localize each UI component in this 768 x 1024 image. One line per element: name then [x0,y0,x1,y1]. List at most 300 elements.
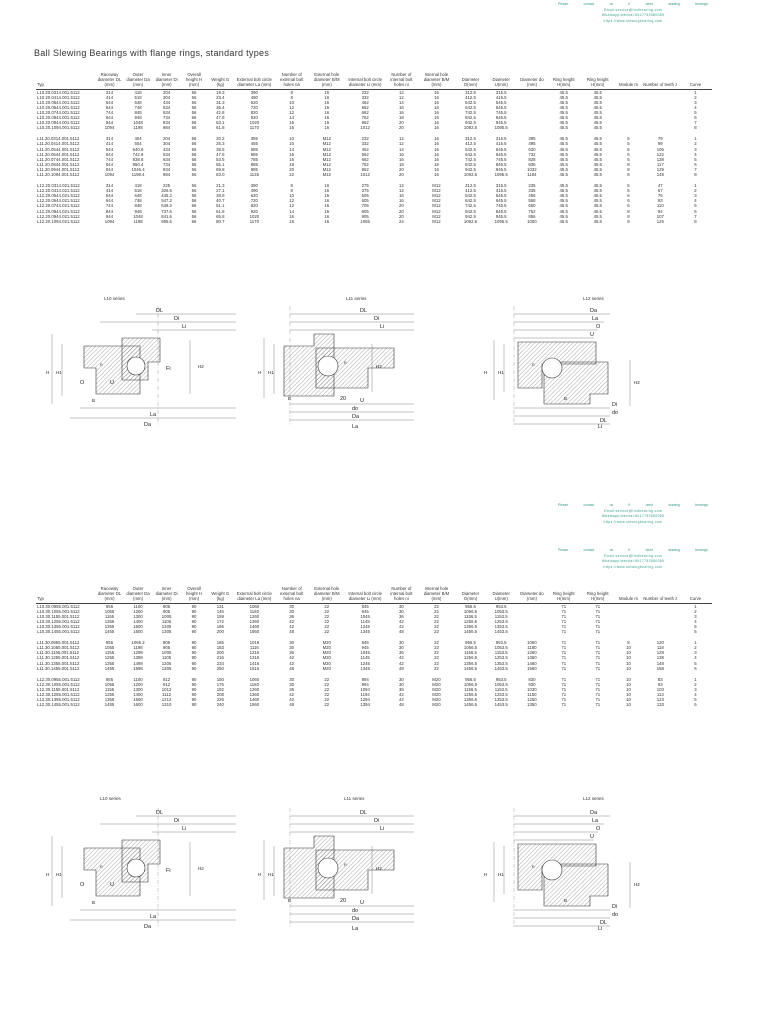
table-cell: 45.5 [593,198,602,204]
table-cell: 12 [289,203,295,209]
table-cell: 16 [289,156,295,162]
table-cell: 6 [627,198,630,204]
table-cell: 518 [134,188,142,194]
table-cell: 16 [324,104,330,110]
table-cell: 47.8 [216,115,225,121]
table-cell: 16 [434,99,439,105]
table-cell: 90 [191,686,197,692]
dimension-label: B [288,898,292,903]
dimension-label: DL [360,810,368,816]
table-cell: 953.5 [495,603,507,609]
table-cell: 56 [191,172,197,178]
dimension-label: U [590,332,594,338]
table-cell: 12 [398,183,404,189]
dimension-label: H [484,370,488,375]
dimension-label: Li [182,324,187,330]
table-cell: 10 [626,665,631,671]
table-cell: 1 [694,89,697,95]
table-cell: 414 [105,141,114,147]
table-cell: L10.20.1094.001.5112 [37,125,80,131]
column-header: Number of teeth z [643,596,678,602]
table-cell: 936 [528,161,536,167]
table-cell: 945.5 [495,166,507,172]
table-cell: 5 [694,697,697,703]
table-cell: 984 [162,172,171,178]
table-cell: 462 [361,99,369,105]
table-cell: 56 [191,161,197,167]
table-cell: 1353.5 [494,623,508,629]
table-cell: 30 [398,676,404,682]
table-cell: 36 [398,686,404,692]
table-cell: 1460 [249,697,260,703]
table-cell: 456 [528,193,536,199]
contact-word: Please [558,548,569,552]
column-header: Ring height H(mm) [586,591,609,602]
table-cell: 1094 [104,125,115,131]
table-cell: 71 [561,613,567,619]
table-cell: 742.5 [465,203,476,209]
dimension-label: O [80,882,85,888]
dimension-label: Li [598,424,603,430]
table-cell: 56 [191,104,197,110]
table-cell: 605 [361,198,369,204]
table-cell: 744 [105,156,114,162]
table-cell: 65.8 [216,213,225,219]
table-cell: 12 [289,109,295,115]
table-cell: 16 [434,156,439,162]
table-cell: 12 [398,188,404,194]
table-cell: 848 [134,109,142,115]
table-cell: 71 [595,603,601,609]
table-cell: 90 [191,640,197,646]
column-header: Diameter O(mm) [461,77,480,88]
table-cell: 1095.5 [494,125,508,131]
table-cell: L10.20.0314.001.5112 [37,89,80,95]
dimension-label: Li [598,926,603,932]
table-cell: 945.5 [495,120,507,126]
contact-website: https://www.slewingbearing.com [603,18,663,23]
table-cell: 1160 [249,681,259,687]
series-label-l10: L10 series [104,296,125,301]
column-header: External hole diameter B/M (mm) [313,72,340,88]
table-cell: 842.5 [465,115,476,121]
table-cell: M12 [322,172,331,178]
column-header: Number of external bolt holes na [279,72,304,88]
table-cell: 1012 [360,125,370,131]
column-header: Inner diameter Di (mm) [155,72,178,88]
table-cell: 1353.5 [494,660,508,666]
table-cell: L12.20.0744.021.5112 [37,203,80,209]
table-cell: 45.5 [593,141,602,147]
table-cell: 1560 [249,702,260,708]
table-cell: 10 [626,702,631,708]
table-cell: 845 [361,603,369,609]
table-cell: 1030 [527,686,537,692]
table-cell: 8 [290,89,293,95]
table-cell: 414 [105,94,114,100]
table-cell: 183 [216,645,224,651]
contact-word: if [628,503,631,507]
table-cell: 105 [656,146,664,152]
table-cell: 1256.5 [463,692,478,698]
table-cell: 16 [289,213,295,219]
table-cell: 434 [162,99,171,105]
table-cell: 1055 [104,608,115,614]
table-cell: 1184 [527,172,537,178]
table-cell: 240 [216,702,224,708]
dimension-label: B [92,398,96,403]
table-cell: L12.20.0944.021.5112 [37,213,80,219]
table-cell: 71 [561,676,567,682]
table-cell: 45.5 [559,109,568,115]
table-cell: 1045 [360,613,370,619]
table-cell: 542.5 [465,146,476,152]
table-cell: 71 [595,655,601,661]
table-cell: 56 [191,208,197,214]
table-cell: 45.5 [559,115,568,121]
table-cell: 945 [361,645,369,651]
table-cell: 24 [398,218,404,224]
dimension-label: H1 [268,872,274,877]
table-cell: M12 [432,188,441,194]
table-cell: M12 [322,166,331,172]
table-cell: 434 [162,146,171,152]
table-cell: 45.5 [559,183,568,189]
table-cell: 950.4 [132,161,144,167]
table-cell: 1012 [161,686,172,692]
table-cell: 71 [595,618,601,624]
table-cell: 22 [434,613,439,619]
table-cell: 56 [191,94,197,100]
table-cell: 45.5 [559,89,568,95]
table-cell: 1294 [360,697,370,703]
dimension-label: n [344,360,347,365]
table-cell: 45.5 [593,109,602,115]
table-cell: M12 [432,198,441,204]
table-cell: 71 [595,645,601,651]
table-cell: M12 [322,156,331,162]
table-cell: 953.5 [495,676,507,682]
table-cell: 1198 [133,218,143,224]
table-cell: 685 [250,151,258,157]
contact-website: https://www.slewingbearing.com [603,564,663,569]
table-cell: 45.5 [559,141,568,147]
table-cell: 71 [561,623,567,629]
table-cell: 6 [627,151,630,157]
table-cell: 1250 [527,697,537,703]
table-cell: 1150 [527,692,537,698]
table-cell: 2 [694,188,697,194]
table-cell: 56 [191,193,197,199]
table-cell: 118 [656,645,664,651]
table-cell: 1400 [133,618,143,624]
table-cell: 16 [324,109,330,115]
table-cell: 762 [361,161,369,167]
table-cell: 1094 [104,218,115,224]
table-cell: 18 [398,161,404,167]
table-cell: 662 [361,109,369,115]
table-cell: 944 [105,166,114,172]
table-cell: M12 [322,136,331,142]
table-cell: 45.5 [593,193,602,199]
table-cell: 56 [191,141,197,147]
table-cell: 1455 [104,702,115,708]
table-cell: 22 [324,676,330,682]
dimension-label: H1 [56,872,62,877]
ball-element [542,358,562,378]
table-cell: 5 [627,183,630,189]
table-cell: 640.8 [132,146,144,152]
table-cell: 412.5 [465,94,476,100]
table-cell: 56 [191,146,197,152]
table-cell: 1360 [527,655,537,661]
table-cell: 71 [561,697,567,703]
table-cell: 905 [162,645,171,651]
dimension-label: Li [380,826,385,832]
table-cell: 1598 [133,665,143,671]
table-cell: 90 [191,697,197,703]
column-header: Internal hole diameter B/M (mm) [423,72,450,88]
table-cell: 45.5 [559,156,568,162]
table-cell: 838.8 [132,156,144,162]
table-cell: M20 [322,665,331,671]
table-cell: 71 [595,692,601,698]
table-cell: 42 [289,660,295,666]
table-cell: 4 [694,618,697,624]
column-header: Number of internal bolt holes ni [390,72,413,88]
table-cell: L12.30.1055.001.5112 [37,681,80,687]
table-cell: L11.30.0955.001.5112 [37,640,80,646]
table-cell: 45.5 [559,99,568,105]
table-cell: 944 [105,120,114,126]
table-cell: 1600 [133,629,143,635]
table-cell: 1316 [249,655,260,661]
table-cell: 56 [191,125,197,131]
table-cell: L11.20.0544.001.5112 [37,146,80,152]
table-cell: 10 [626,655,631,661]
table-cell: 844 [105,208,114,214]
table-cell: 45.5 [593,104,602,110]
contact-word: bearings [695,2,708,6]
table-cell: 56 [191,99,197,105]
column-header: Number of external bolt holes na [279,586,304,602]
table-cell: 45.5 [593,146,602,152]
table-cell: 65.1 [216,161,225,167]
contact-word: need [645,548,653,552]
table-cell: 1560 [527,665,537,671]
table-cell: 620 [250,99,258,105]
table-cell: M20 [432,702,441,708]
table-cell: 660 [528,203,536,209]
table-cell: 16 [324,188,330,194]
table-cell: 820 [250,109,258,115]
table-cell: 648 [134,193,142,199]
table-cell: 45.5 [593,151,602,157]
table-cell: 16 [398,193,404,199]
table-cell: 1145 [360,655,370,661]
table-cell: 145 [216,608,224,614]
table-cell: M12 [432,193,441,199]
table-cell: 16 [324,99,330,105]
table-cell: 1105 [161,655,172,661]
table-cell: 71 [595,665,601,671]
table-cell: 61.8 [216,125,225,131]
table-cell: 1356.5 [463,697,478,703]
table-cell: 1260 [527,650,537,656]
table-cell: 45.5 [559,198,568,204]
table-cell: 930 [528,681,536,687]
table-cell: 834 [162,120,171,126]
table-cell: 1053.5 [494,645,508,651]
table-cell: 5 [627,141,630,147]
table-cell: 732 [528,151,536,157]
table-cell: 71 [561,681,567,687]
dimension-label: Da [590,810,598,816]
column-header: Module m [619,82,638,88]
table-cell: 94 [657,208,663,214]
table-cell: 8 [694,218,697,224]
table-cell: 1245 [360,660,370,666]
table-cell: 1200 [133,608,143,614]
table-cell: 22 [324,623,330,629]
table-cell: 71 [595,676,601,682]
table-cell: L11.30.1155.001.5112 [37,650,80,656]
table-cell: 1212 [161,697,172,703]
table-cell: 894 [361,676,369,682]
table-cell: 545.5 [495,193,507,199]
table-cell: 1105 [161,618,172,624]
table-cell: 16 [398,151,404,157]
table-cell: 80.7 [216,218,225,224]
table-cell: 1298 [133,650,143,656]
table-cell: M12 [322,151,331,157]
table-cell: 45.5 [559,120,568,126]
table-cell: 315.5 [495,183,507,189]
table-cell: 16 [289,125,295,131]
table-cell: 7 [694,166,697,172]
table-cell: 22 [324,603,330,609]
table-cell: 138 [656,655,664,661]
table-cell: 56 [191,183,197,189]
table-cell: 90 [191,618,197,624]
table-cell: L12.30.1255.001.5112 [37,692,80,698]
table-cell: 10 [626,681,631,687]
table-cell: 942.5 [465,213,476,219]
table-cell: 390 [250,89,258,95]
table-cell: 129 [656,166,664,172]
table-cell: M12 [322,146,331,152]
table-cell: 71 [561,645,567,651]
table-cell: M20 [322,660,331,666]
table-cell: 122 [656,151,664,157]
table-cell: 1255 [104,692,115,698]
table-cell: 71 [595,702,601,708]
table-cell: 1180 [527,645,537,651]
table-cell: L10.20.0944.001.5112 [37,120,80,126]
contact-word: if [628,548,631,552]
table-cell: 45.5 [593,94,602,100]
table-cell: 90 [191,692,197,698]
table-cell: 645.5 [495,198,507,204]
drawing-l10-bottom [40,806,240,932]
table-cell: 21.3 [216,183,225,189]
table-cell: 45.5 [593,203,602,209]
table-cell: 51.1 [216,203,225,209]
series-label-l10-2: L10 series [100,796,121,801]
table-cell: 744 [105,109,114,115]
table-cell: 45.5 [559,208,568,214]
table-cell: 42 [398,618,404,624]
table-cell: 5 [694,660,697,666]
dimension-label: DL [600,920,608,926]
table-cell: 10 [626,645,631,651]
table-cell: 1153.5 [494,650,508,656]
table-cell: 14 [398,99,404,105]
table-cell: 16 [398,198,404,204]
table-cell: 644 [105,151,114,157]
table-cell: 113 [656,692,664,698]
table-cell: 742.8 [132,151,144,157]
table-cell: 2 [694,645,697,651]
table-cell: M20 [432,686,441,692]
table-cell: 1600 [133,702,143,708]
table-cell: 1360 [249,618,260,624]
table-cell: L10.30.1055.001.5112 [37,608,80,614]
table-cell: 208 [216,692,224,698]
table-cell: 645.5 [495,104,507,110]
table-cell: 93 [657,681,663,687]
dimension-label: H1 [498,370,504,375]
dimension-label: Li [380,324,385,330]
table-cell: 335 [528,188,536,194]
table-cell: 16 [434,172,439,178]
table-cell: 14 [398,146,404,152]
dimension-label: 20 [340,898,347,904]
table-cell: 22 [434,665,439,671]
table-cell: 8 [290,94,293,100]
table-cell: 1092.5 [463,218,478,224]
column-header: Outer diameter Da (mm) [126,72,150,88]
table-cell: 1156.5 [464,686,477,692]
table-cell: 71 [595,650,601,656]
table-cell: 1020 [249,120,260,126]
table-cell: 1355 [104,623,115,629]
table-cell: 844 [105,115,114,121]
table-cell: 762 [361,115,369,121]
contact-word: need [645,2,653,6]
table-cell: 5 [627,188,630,194]
table-cell: 1053.5 [494,608,508,614]
table-cell: L10.30.0955.001.5112 [37,603,80,609]
table-cell: 1205 [161,660,172,666]
table-cell: 10 [626,660,631,666]
table-cell: 99 [657,141,663,147]
table-cell: 16 [434,141,439,147]
page-title: Ball Slewing Bearings with flange rings, standard types [34,48,270,58]
table-cell: 45.5 [593,120,602,126]
table-cell: 1200 [133,681,143,687]
table-cell: 648 [134,99,142,105]
table-cell: 47.6 [216,151,225,157]
table-cell: 90 [191,665,197,671]
table-cell: 192 [216,686,224,692]
dimension-label: Di [612,904,618,910]
table-cell: 36 [289,686,295,692]
dimension-label: La [150,412,157,418]
contact-whatsapp: Whatsapp/wechat:8617753580085 [601,514,665,519]
table-cell: 8 [694,172,697,178]
column-header: Weight G (kg) [211,591,230,602]
